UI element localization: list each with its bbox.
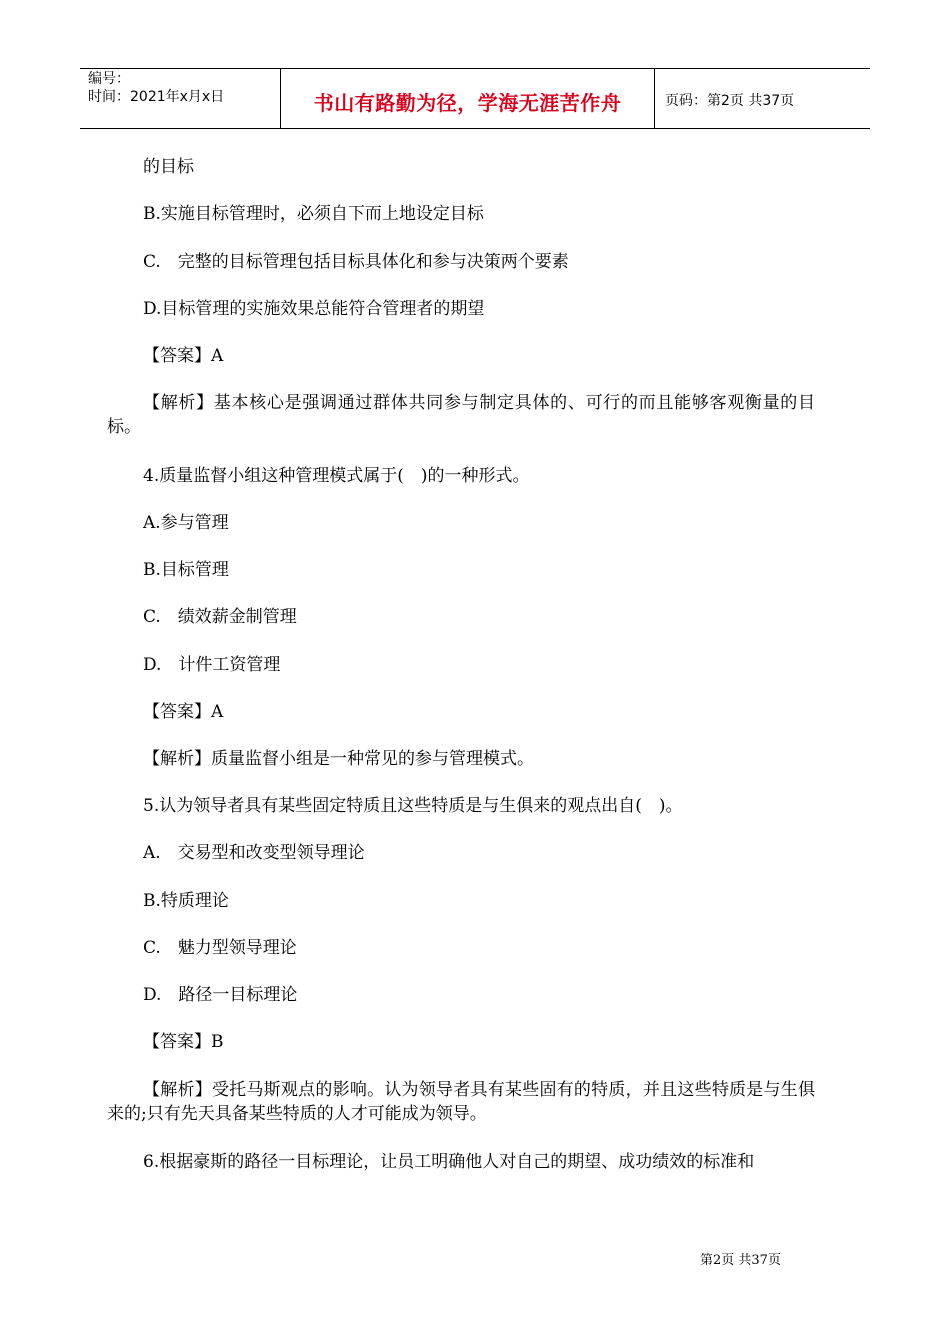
- option-line: B.特质理论: [143, 891, 229, 911]
- header-motto-cell: [281, 69, 655, 128]
- answer-line: 【答案】A: [143, 702, 224, 722]
- option-line: B.实施目标管理时，必须自下而上地设定目标: [143, 204, 484, 224]
- option-line: C. 魅力型领导理论: [143, 938, 297, 958]
- answer-line: 【答案】A: [143, 346, 224, 366]
- option-line: D.目标管理的实施效果总能符合管理者的期望: [143, 299, 485, 319]
- question-line: 4.质量监督小组这种管理模式属于( )的一种形式。: [143, 466, 530, 486]
- explanation-paragraph: 【解析】受托马斯观点的影响。认为领导者具有某些固有的特质，并且这些特质是与生俱来的;只有先天具备某些特质的人才可能成为领导。: [107, 1080, 815, 1124]
- option-line: A. 交易型和改变型领导理论: [143, 843, 365, 863]
- header-meta-cell: [80, 69, 281, 128]
- explanation-paragraph: 【解析】基本核心是强调通过群体共同参与制定具体的、可行的而且能够客观衡量的目标。: [107, 393, 815, 437]
- document-header: [80, 68, 870, 129]
- question-line: 5.认为领导者具有某些固定特质且这些特质是与生俱来的观点出自( )。: [143, 796, 683, 816]
- header-page-number: 页码：第2页 共37页: [665, 93, 795, 109]
- footer-page-number: 第2页 共37页: [700, 1253, 781, 1268]
- answer-line: 【答案】B: [143, 1032, 224, 1052]
- option-line: C. 完整的目标管理包括目标具体化和参与决策两个要素: [143, 252, 569, 272]
- option-line: D. 路径一目标理论: [143, 985, 298, 1005]
- serial-number-label: 编号：: [88, 71, 130, 87]
- header-motto: 书山有路勤为径，学海无涯苦作舟: [313, 91, 622, 115]
- option-line: C. 绩效薪金制管理: [143, 607, 297, 627]
- option-line: A.参与管理: [143, 513, 229, 533]
- text-line: 的目标: [143, 157, 194, 177]
- explanation-line: 【解析】质量监督小组是一种常见的参与管理模式。: [143, 749, 534, 769]
- date-label: 时间：2021年x月x日: [88, 89, 225, 105]
- option-line: B.目标管理: [143, 560, 229, 580]
- header-page-cell: [655, 69, 870, 128]
- question-paragraph: 6.根据豪斯的路径一目标理论，让员工明确他人对自己的期望、成功绩效的标准和: [143, 1152, 755, 1172]
- option-line: D. 计件工资管理: [143, 655, 281, 675]
